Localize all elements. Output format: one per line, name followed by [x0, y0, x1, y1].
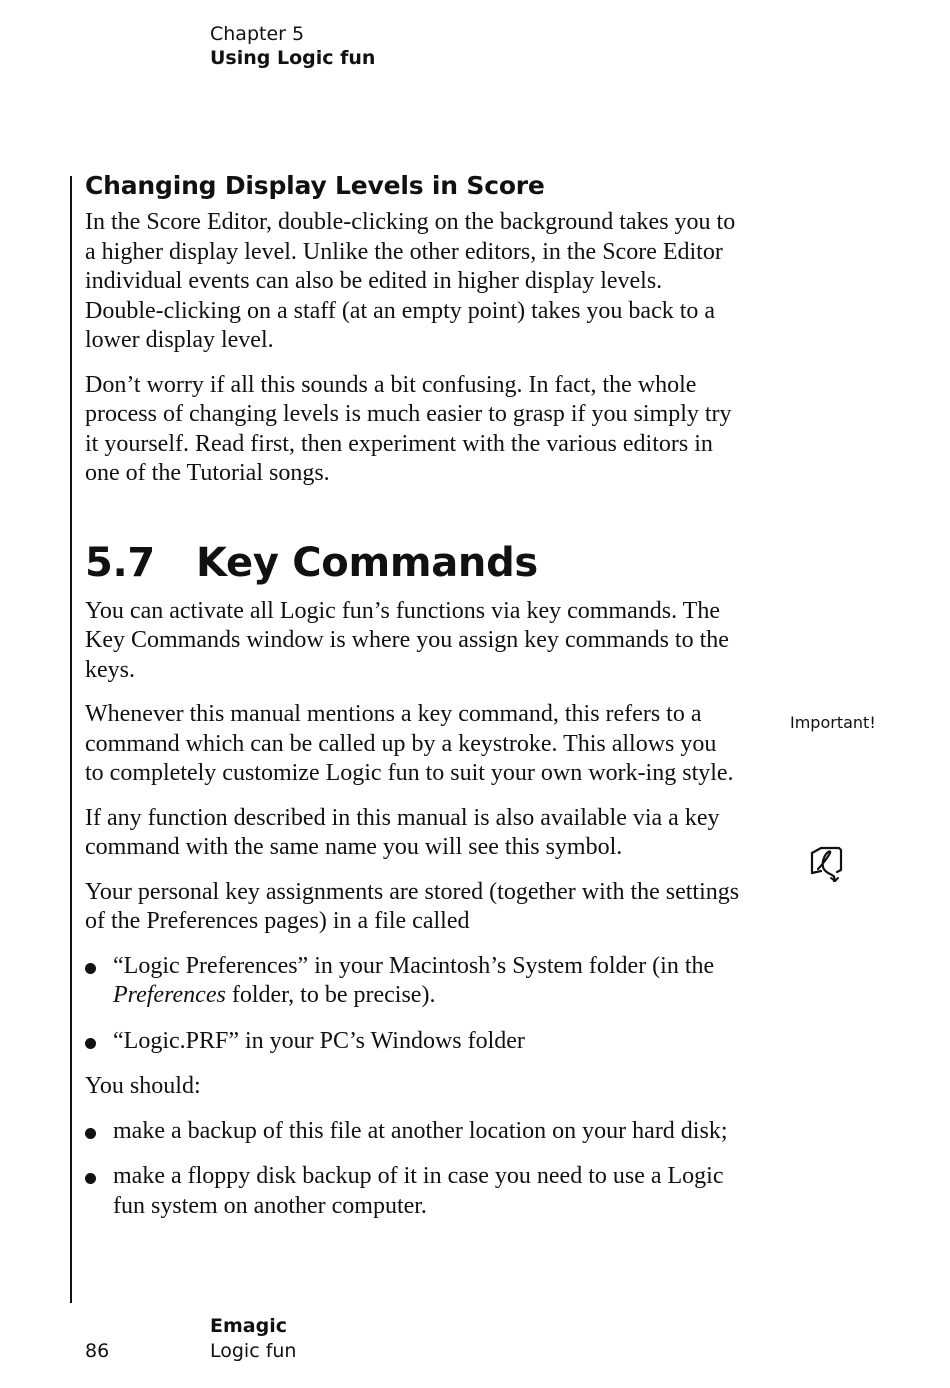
paragraph: Don’t worry if all this sounds a bit confusing. In fact, the whole process of changing levels is much easier to grasp if you simply try it yourself. Read first, then experiment with the various editors in one of the Tutorial songs. — [85, 371, 732, 486]
list-item-text: folder, to be precise). — [225, 982, 436, 1008]
footer-product: Logic fun — [210, 1340, 297, 1362]
list-item-emphasis: Preferences — [113, 982, 226, 1008]
margin-rule — [70, 176, 72, 1303]
section-number: 5.7 — [85, 539, 155, 586]
bullet-icon — [85, 1173, 96, 1184]
margin-note-important: Important! — [790, 713, 876, 732]
bullet-icon — [85, 1128, 96, 1139]
paragraph: Whenever this manual mentions a key command, this refers to a command which can be called up by a keystroke. This allows you to completely customize Logic fun to suit your own work-ing style. — [85, 701, 734, 786]
bullet-icon — [85, 963, 96, 974]
section-title: Key Commands — [196, 539, 538, 586]
running-header-title: Using Logic fun — [210, 47, 376, 69]
paragraph: You can activate all Logic fun’s functions via key commands. The Key Commands window is where you assign key commands to the keys. — [85, 597, 729, 683]
recommendation-list — [85, 1117, 740, 1222]
list-item-text: “Logic Preferences” in your Macintosh’s System folder (in the — [113, 952, 715, 979]
page-number: 86 — [85, 1340, 110, 1362]
list-item — [85, 952, 740, 1011]
bullet-icon — [85, 1038, 96, 1049]
section-heading-key-commands — [85, 537, 740, 589]
paragraph: If any function described in this manual is also available via a key command with the same name you will see this symbol. — [85, 804, 720, 860]
footer-brand: Emagic — [210, 1315, 287, 1337]
section-heading-display-levels: Changing Display Levels in Score — [85, 171, 545, 200]
list-item — [85, 1162, 740, 1221]
list-item-text: “Logic.PRF” in your PC’s Windows folder — [113, 1027, 525, 1054]
running-header-chapter: Chapter 5 — [210, 23, 305, 45]
list-item — [85, 1027, 740, 1057]
key-command-symbol-icon — [808, 845, 846, 885]
main-text-column — [85, 170, 740, 1237]
paragraph: In the Score Editor, double-clicking on the background takes you to a higher display level. Unlike the other editors, in the Score Editor individual events can also be edited in higher display levels. Double-clicking on a staff (at an empty point) takes you back to a lower display level. — [85, 209, 736, 353]
paragraph: You should: — [85, 1073, 201, 1099]
list-item-text: make a backup of this file at another location on your hard disk; — [113, 1117, 728, 1144]
list-item — [85, 1117, 740, 1147]
list-item-text: make a floppy disk backup of it in case you need to use a Logic fun system on another computer. — [113, 1163, 724, 1219]
paragraph: Your personal key assignments are stored (together with the settings of the Preferences pages) in a file called — [85, 878, 740, 934]
storage-location-list — [85, 952, 740, 1057]
